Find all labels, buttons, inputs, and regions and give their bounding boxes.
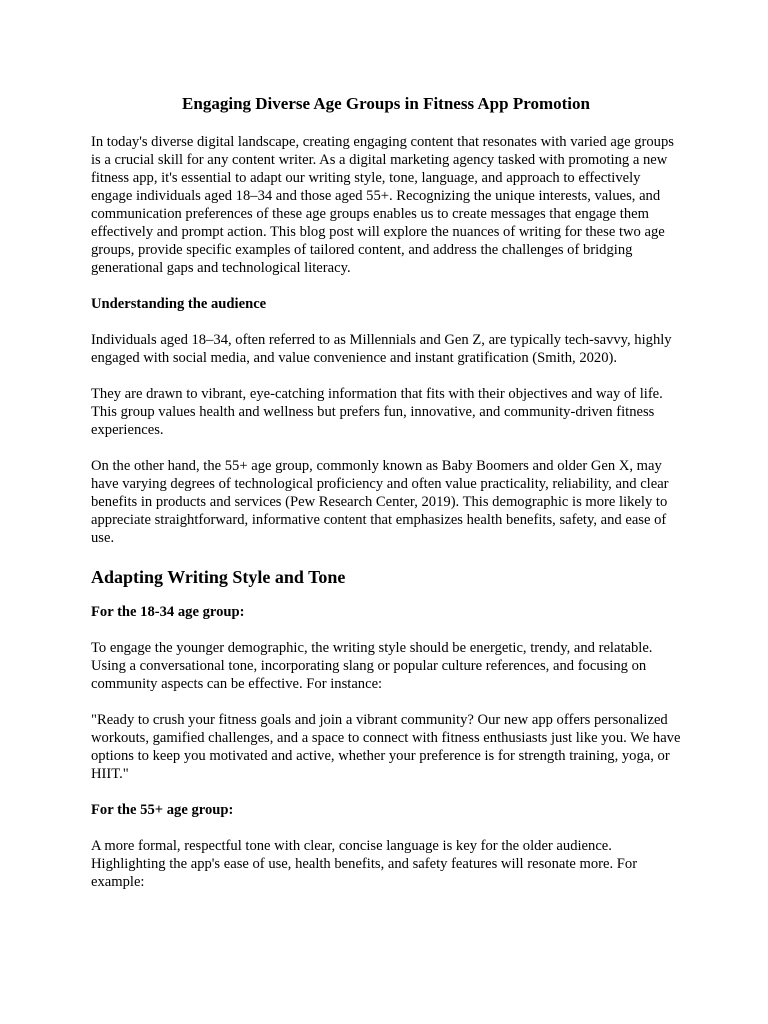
intro-paragraph: In today's diverse digital landscape, creating engaging content that resonates with varied age groups is a crucial skill for any content writer. As a digital marketing agency tasked with promoting a new fitness app, it's essential to adapt our writing style, tone, language, and approach to effectively engage individuals aged 18–34 and those aged 55+. Recognizing the unique interests, values, and communication preferences of these age groups enables us to create messages that engage them effectively and prompt action. This blog post will explore the nuances of writing for these two age groups, provide specific examples of tailored content, and address the challenges of bridging generational gaps and technological literacy. xyxy=(91,134,674,276)
audience-heading: Understanding the audience xyxy=(91,296,267,312)
older-group-paragraph: A more formal, respectful tone with clear, concise language is key for the older audience. Highlighting the app's ease of use, health benefits, and safety features will resonate more. For example: xyxy=(91,838,638,890)
audience-paragraph-2: They are drawn to vibrant, eye-catching information that fits with their objectives and way of life. This group values health and wellness but prefers fun, innovative, and community-driven fitness experiences. xyxy=(91,386,663,438)
document-title: Engaging Diverse Age Groups in Fitness App Promotion xyxy=(182,94,590,113)
young-group-quote: "Ready to crush your fitness goals and join a vibrant community? Our new app offers personalized workouts, gamified challenges, and a space to connect with fitness enthusiasts just like you. We have options to keep you motivated and active, whether your preference is for strength training, yoga, or HIIT." xyxy=(91,712,681,782)
audience-paragraph-3: On the other hand, the 55+ age group, commonly known as Baby Boomers and older Gen X, may have varying degrees of technological proficiency and often value practicality, reliability, and clear benefits in products and services (Pew Research Center, 2019). This demographic is more likely to appreciate straightforward, informative content that emphasizes health benefits, safety, and ease of use. xyxy=(91,458,669,546)
young-group-subheading: For the 18-34 age group: xyxy=(91,604,245,620)
young-group-paragraph: To engage the younger demographic, the writing style should be energetic, trendy, and relatable. Using a conversational tone, incorporating slang or popular culture references, and focusing on community aspects can be effective. For instance: xyxy=(91,640,653,692)
style-section-heading: Adapting Writing Style and Tone xyxy=(91,567,346,587)
audience-paragraph-1: Individuals aged 18–34, often referred to as Millennials and Gen Z, are typically tech-savvy, highly engaged with social media, and value convenience and instant gratification (Smith, 2020). xyxy=(91,332,672,366)
older-group-subheading: For the 55+ age group: xyxy=(91,802,234,818)
document-page xyxy=(91,93,681,909)
